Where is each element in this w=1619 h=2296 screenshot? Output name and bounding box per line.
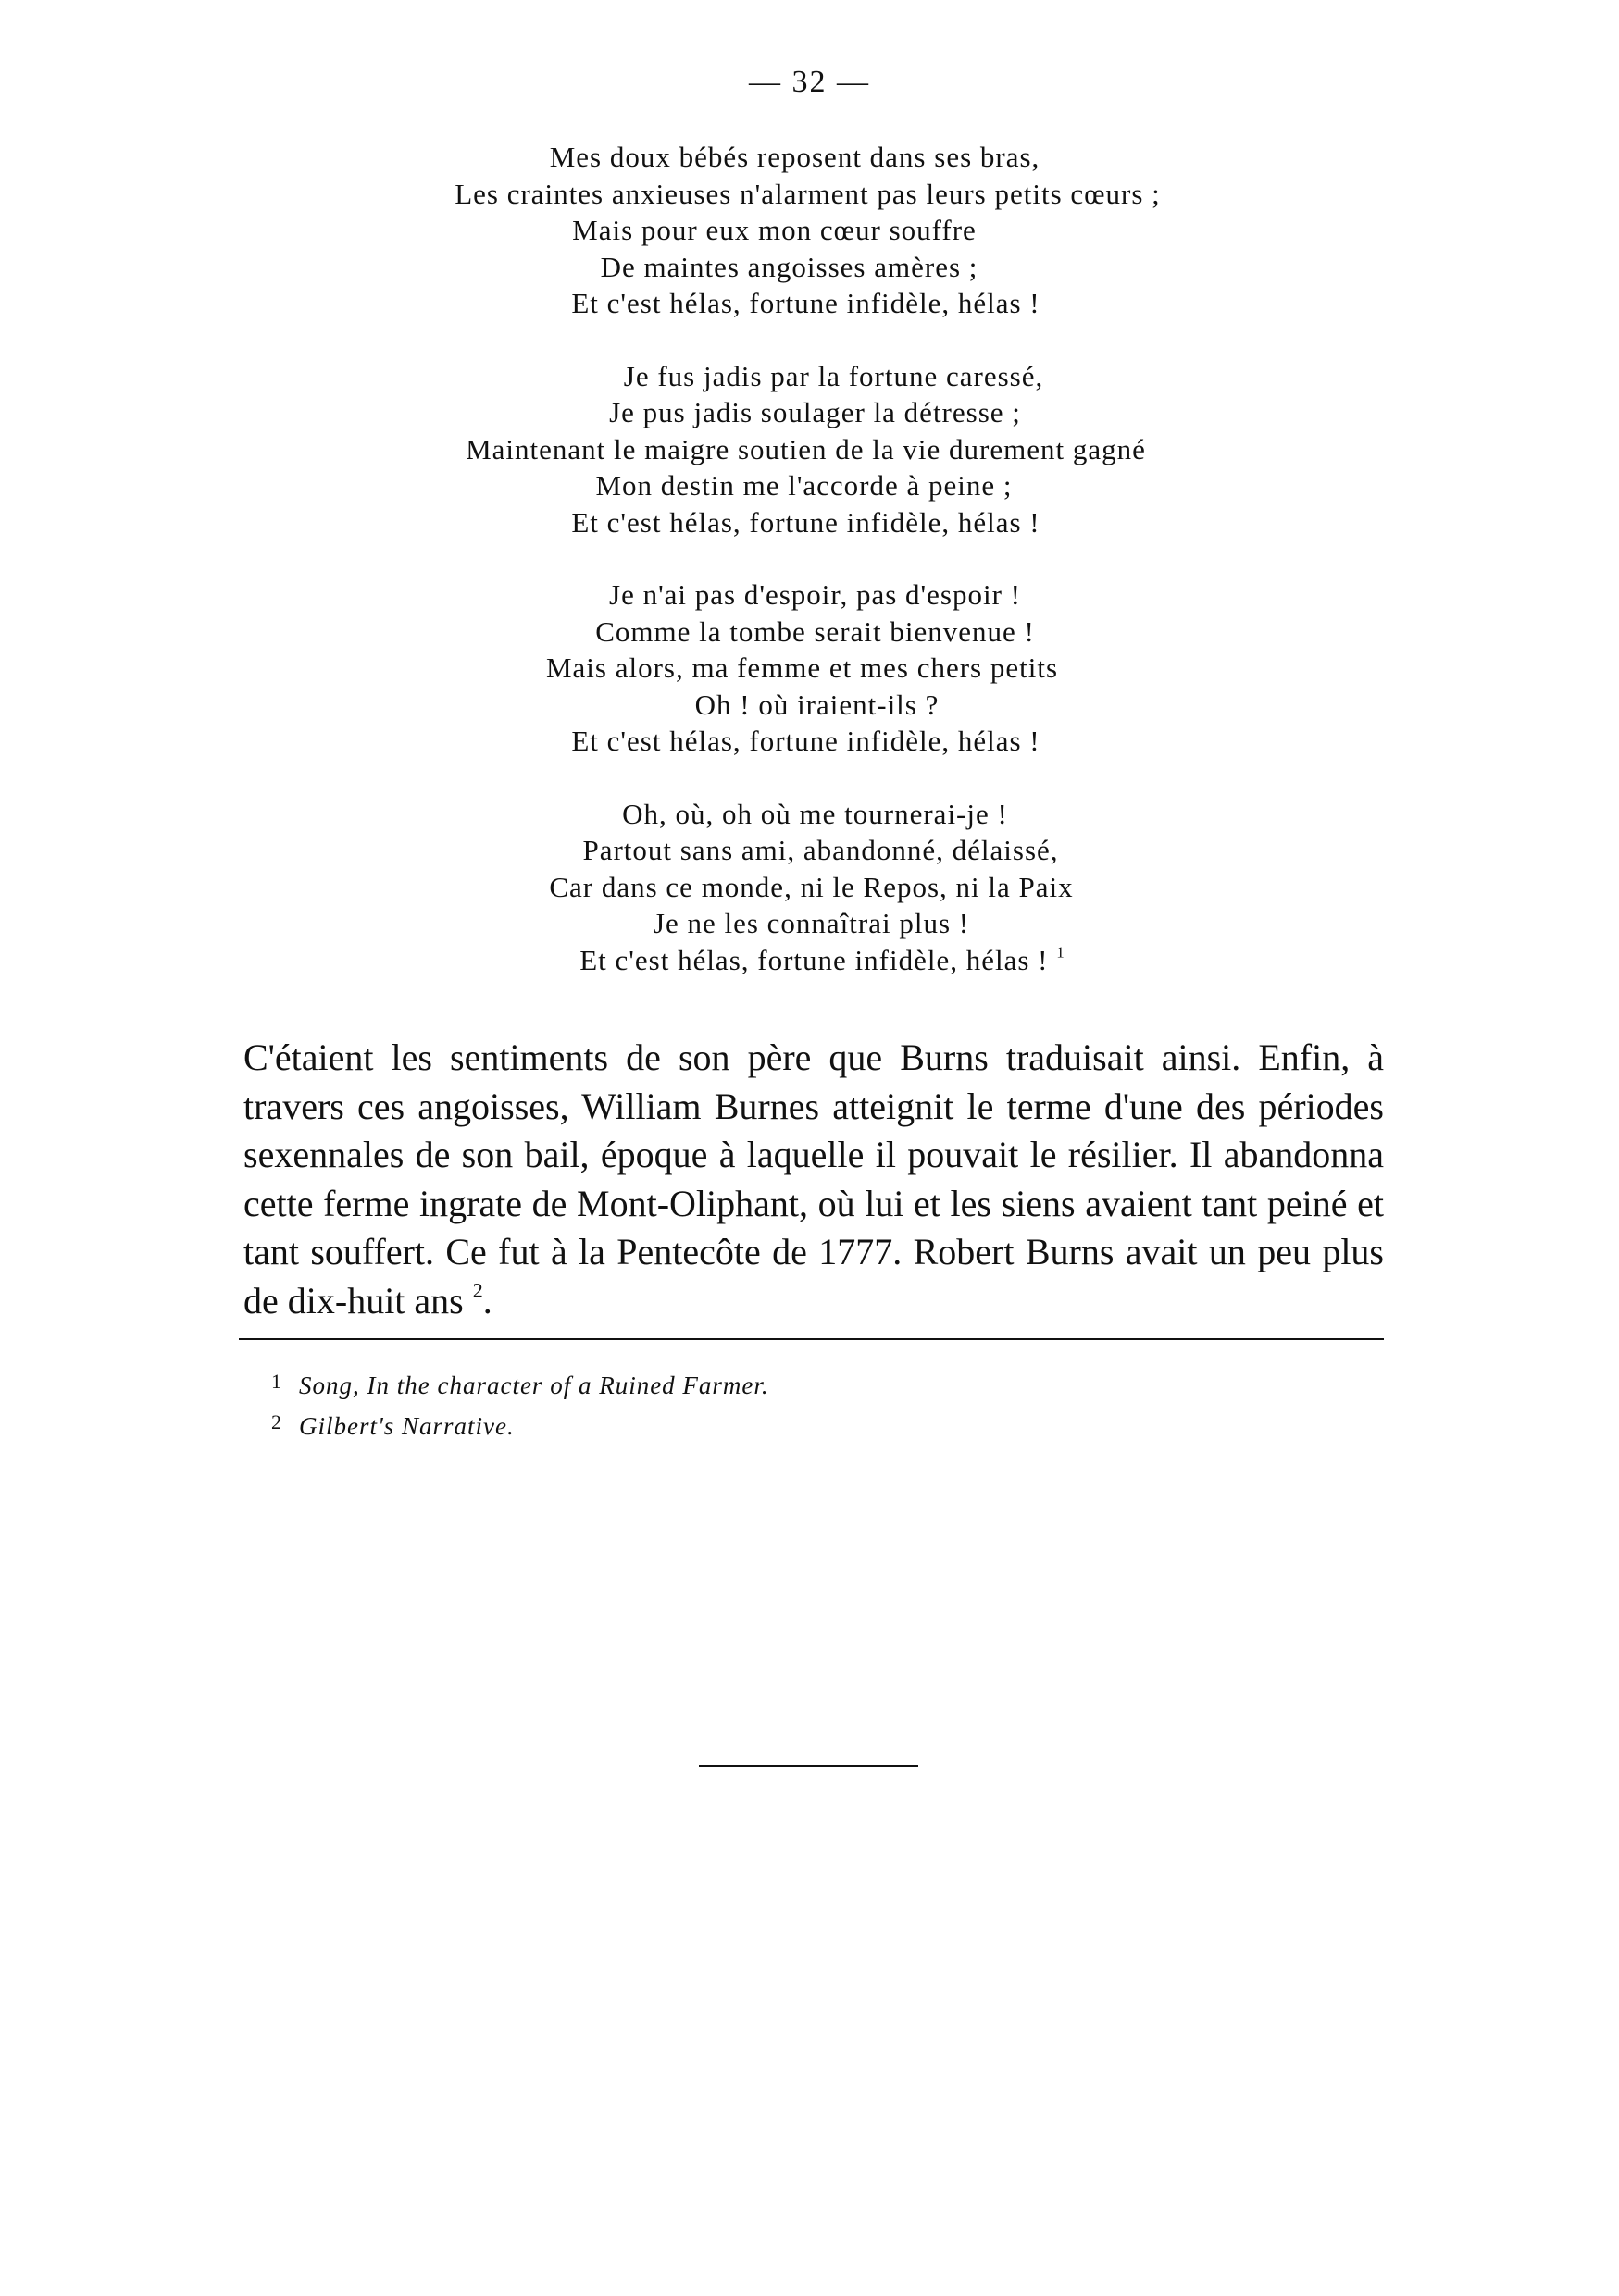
footnote-ref: 1 xyxy=(1056,942,1065,961)
footnote-ref: 2 xyxy=(472,1277,483,1301)
poem-stanza xyxy=(0,358,1619,541)
poem-line: Comme la tombe serait bienvenue ! xyxy=(595,614,1035,648)
footnote-number: 1 xyxy=(271,1370,282,1393)
footnote xyxy=(271,1404,769,1445)
poem-stanza xyxy=(0,139,1619,322)
poem-line: Mes doux bébés reposent dans ses bras, xyxy=(549,141,1040,173)
poem-line: Je pus jadis soulager la détresse ; xyxy=(609,396,1021,428)
poem-line: Je n'ai pas d'espoir, pas d'espoir ! xyxy=(609,578,1021,611)
paragraph-text: C'étaient les sentiments de son père que Burns traduisait ainsi. Enfin, à travers ces angoisses, William Burnes atteignit le terme d'une des périodes sexennales de son bail, époque à laquelle il pouvait le résilier. Il abandonna cette ferme ingrate de Mont-Oliphant, où lui et les siens avaient tant peiné et tant souffert. Ce fut à la Pentecôte de 1777. Robert Burns avait un peu plus de dix-huit ans xyxy=(243,1036,1384,1322)
poem-line: Maintenant le maigre soutien de la vie durement gagné xyxy=(466,432,1146,465)
poem xyxy=(0,139,1619,1014)
footnote-divider xyxy=(239,1338,1384,1340)
chapter-end-rule xyxy=(699,1765,918,1767)
poem-line: De maintes angoisses amères ; xyxy=(600,250,978,283)
page-number: — 32 — xyxy=(749,65,870,99)
poem-stanza xyxy=(0,796,1619,979)
poem-line: Mais alors, ma femme et mes chers petits xyxy=(545,652,1059,684)
footnote-number: 2 xyxy=(271,1410,282,1433)
footnote-text: Song, In the character of a Ruined Farmer. xyxy=(299,1371,769,1399)
footnotes xyxy=(271,1363,769,1445)
poem-line: Et c'est hélas, fortune infidèle, hélas ! xyxy=(571,287,1040,319)
poem-line: Mon destin me l'accorde à peine ; xyxy=(595,469,1013,502)
poem-line: Je ne les connaîtrai plus ! xyxy=(653,907,970,939)
poem-line: Car dans ce monde, ni le Repos, ni la Paix xyxy=(549,870,1074,903)
poem-line: Oh ! où iraient-ils ? xyxy=(694,688,940,721)
poem-line: Partout sans ami, abandonné, délaissé, xyxy=(582,834,1059,866)
poem-line: Je fus jadis par la fortune caressé, xyxy=(623,359,1044,392)
poem-line: Et c'est hélas, fortune infidèle, hélas ! xyxy=(571,505,1040,539)
footnote-text: Gilbert's Narrative. xyxy=(299,1412,515,1440)
poem-line: Les craintes anxieuses n'alarment pas leurs petits cœurs ; xyxy=(455,177,1161,210)
paragraph-end: . xyxy=(482,1279,492,1322)
footnote xyxy=(271,1363,769,1404)
poem-line: Mais pour eux mon cœur souffre xyxy=(572,214,977,246)
body-paragraph xyxy=(243,1034,1384,1325)
poem-stanza xyxy=(0,577,1619,760)
poem-line: Oh, où, oh où me tournerai-je ! xyxy=(622,797,1008,830)
poem-line: Et c'est hélas, fortune infidèle, hélas ! xyxy=(571,725,1040,757)
poem-line: Et c'est hélas, fortune infidèle, hélas ! $^1$ xyxy=(579,942,1065,976)
